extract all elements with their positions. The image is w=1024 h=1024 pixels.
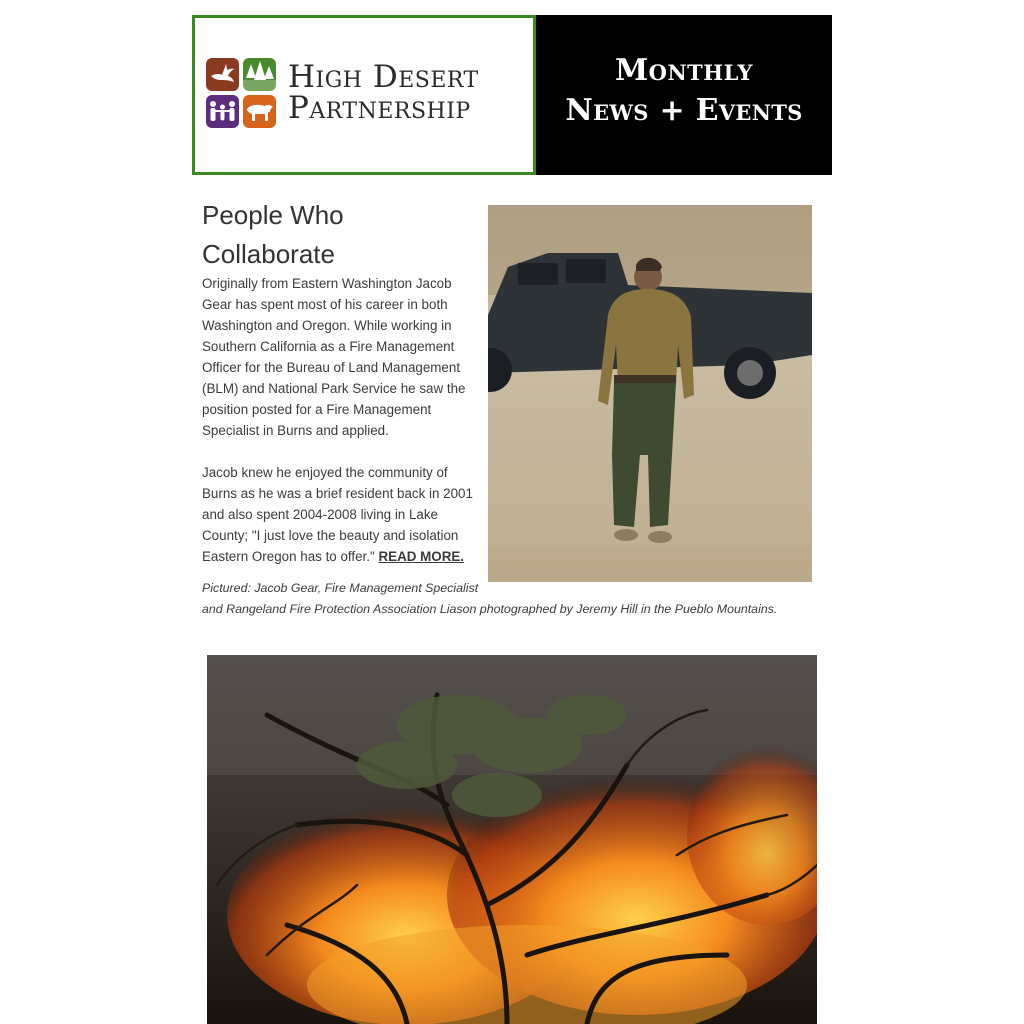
article-title: People Who Collaborate bbox=[202, 200, 344, 269]
banner-title-monthly: Monthly bbox=[614, 53, 754, 88]
logo-wordmark bbox=[288, 59, 479, 126]
banner-title-news-events: News + Events bbox=[565, 93, 803, 128]
logo-icons bbox=[206, 58, 278, 130]
article-paragraph-2 bbox=[202, 462, 484, 567]
newsletter-header bbox=[192, 15, 832, 175]
article-body bbox=[202, 273, 484, 588]
newsletter-banner bbox=[536, 15, 832, 175]
logo-line-2: Partnership bbox=[288, 90, 471, 126]
bird-icon bbox=[206, 58, 239, 91]
caption-line-2: and Rangeland Fire Protection Association Liason photographed by Jeremy Hill in the Pueblo Mountains. bbox=[202, 602, 778, 616]
logo-box[interactable] bbox=[192, 15, 536, 175]
trees-icon bbox=[243, 58, 276, 91]
bull-icon bbox=[243, 95, 276, 128]
caption-line-1: Pictured: Jacob Gear, Fire Management Specialist bbox=[202, 581, 479, 595]
photo-caption bbox=[202, 578, 822, 620]
article-paragraph-2-text: Jacob knew he enjoyed the community of Burns as he was a brief resident back in 2001 and also spent 2004-2008 living in Lake County; "I just love the beauty and isolation Eastern Oregon has to offer." bbox=[202, 465, 473, 564]
read-more-link[interactable]: READ MORE. bbox=[378, 549, 465, 564]
family-icon bbox=[206, 95, 239, 128]
article-paragraph-1: Originally from Eastern Washington Jacob Gear has spent most of his career in both Washington and Oregon. While working in Southern California as a Fire Management Officer for the Bureau of Land Management (BLM) and National Park Service he saw the position posted for a Fire Management Specialist in Burns and applied. bbox=[202, 276, 466, 438]
photo-sagebrush-fire[interactable] bbox=[207, 655, 817, 1024]
logo-line-1: High Desert bbox=[288, 59, 479, 95]
photo-jacob-gear[interactable] bbox=[488, 205, 812, 582]
